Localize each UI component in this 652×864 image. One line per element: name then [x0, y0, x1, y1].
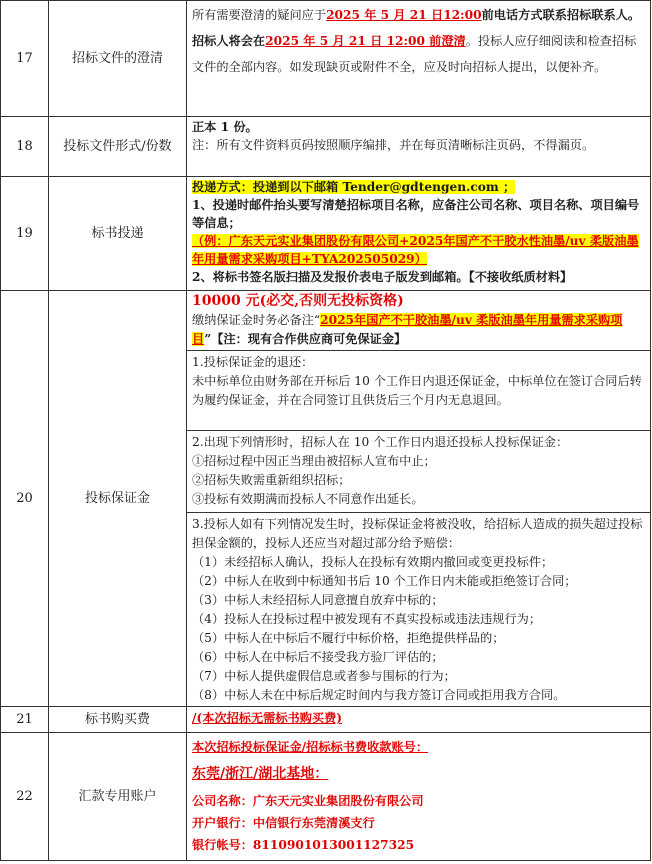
row-content-fee [187, 707, 651, 733]
section-title: 2.出现下列情形时，招标人在 10 个工作日内退还投标人投标保证金： [192, 435, 569, 449]
table-row-19 [1, 177, 651, 291]
account-number: 银行帐号：8110901013001127325 [192, 838, 415, 852]
deposit-remark-project: 2025年国产不干胶油墨/uv 柔版油墨年用量需求采购项目 [192, 313, 623, 346]
row-label: 投标保证金 [49, 291, 187, 707]
account-heading: 本次招标投标保证金/招标标书费收款账号： [192, 740, 429, 754]
row-label: 标书投递 [49, 177, 187, 291]
table-row-21 [1, 707, 651, 733]
row-content-submission [187, 177, 651, 291]
table-row-17 [1, 1, 651, 117]
list-item: （2）中标人在收到中标通知书后 10 个工作日内未能或拒绝签订合同； [192, 574, 577, 588]
submission-rule-2: 2、将标书签名版扫描及发报价表电子版发到邮箱。【不接收纸质材料】 [192, 270, 573, 284]
row-number: 17 [1, 1, 49, 117]
section-title: 1.投标保证金的退还： [192, 355, 314, 369]
submission-example: （例：广东天元实业集团股份有限公司+2025年国产不干胶水性油墨/uv 柔版油墨年用量需求采购项目+TYA202505029） [192, 234, 639, 266]
list-item: （4）投标人在投标过程中被发现有不真实投标或违法违规行为； [192, 612, 542, 626]
clarify-deadline-answer: 2025 年 5 月 21 日 12:00 前澄清 [265, 34, 466, 48]
list-item: （7）中标人提供虚假信息或者参与围标的行为； [192, 669, 456, 683]
list-item: ③投标有效期满而投标人不同意作出延长。 [192, 492, 424, 506]
account-base: 东莞/浙江/湖北基地： [192, 766, 329, 782]
row-content-clarification [187, 1, 651, 117]
list-item: （3）中标人未经招标人同意擅自放弃中标的； [192, 593, 444, 607]
list-item: ②招标失败需重新组织招标； [192, 473, 351, 487]
account-bank: 开户银行：中信银行东莞清溪支行 [192, 816, 375, 830]
row-content-account [187, 733, 651, 861]
submission-email: 投递方式：投递到以下邮箱 Tender@gdtengen.com ； [192, 180, 516, 194]
list-item: （5）中标人在中标后不履行中标价格，拒绝提供样品的； [192, 631, 505, 645]
deposit-remark-note: ”【注：现有合作供应商可免保证金】 [204, 332, 407, 346]
clarify-deadline-question: 2025 年 5 月 21 日12:00 [326, 8, 482, 22]
text-segment: 前电话方式联系招标联系人。招标人将会在 [192, 8, 641, 48]
row-number: 21 [1, 707, 49, 733]
deposit-refund-section [187, 351, 651, 431]
account-company: 公司名称：广东天元实业集团股份有限公司 [192, 794, 424, 808]
text-segment: 所有需要澄清的疑问应于 [192, 8, 327, 22]
deposit-amount: 10000 元(必交,否则无投标资格) [192, 293, 404, 309]
row-label: 投标文件形式/份数 [49, 117, 187, 177]
list-item: ①招标过程中因正当理由被招标人宣布中止； [192, 454, 436, 468]
list-item: （1）未经招标人确认，投标人在投标有效期内撤回或变更投标件； [192, 555, 554, 569]
table-row-20 [1, 291, 651, 351]
section-title: 3.投标人如有下列情况发生时，投标保证金将被没收，给招标人造成的损失超过投标担保金额的，投标人还应当对超过部分给予赔偿： [192, 517, 643, 550]
row-content-format [187, 117, 651, 177]
row-number: 19 [1, 177, 49, 291]
table-row-18 [1, 117, 651, 177]
list-item: （8）中标人未在中标后规定时间内与我方签订合同或拒用我方合同。 [192, 688, 566, 702]
section-body: 未中标单位由财务部在开标后 10 个工作日内退还保证金，中标单位在签订合同后转为履约保证金，并在合同签订且供货后三个月内无息退回。 [192, 374, 642, 407]
table-row-22 [1, 733, 651, 861]
row-number: 18 [1, 117, 49, 177]
row-label: 汇款专用账户 [49, 733, 187, 861]
row-number: 20 [1, 291, 49, 707]
format-note: 注：所有文件资料页码按照顺序编排，并在每页清晰标注页码，不得漏页。 [192, 138, 595, 152]
row-label: 标书购买费 [49, 707, 187, 733]
fee-text: /(本次招标无需标书购买费) [192, 711, 343, 725]
row-number: 22 [1, 733, 49, 861]
list-item: （6）中标人在中标后不接受我方验厂评估的； [192, 650, 444, 664]
text-segment: 。投标人应仔细阅读和检查招标文件的全部内容。如发现缺页或附件不全，应及时向招标人提出，以便补齐。 [192, 34, 637, 74]
copies-text: 正本 1 份。 [192, 120, 258, 134]
row-label: 招标文件的澄清 [49, 1, 187, 117]
deposit-header [187, 291, 651, 351]
submission-rule-1: 1、投递时邮件抬头要写清楚招标项目名称，应备注公司名称、项目名称、项目编号等信息； [192, 198, 640, 230]
deposit-return-section [187, 431, 651, 513]
deposit-forfeit-section [187, 513, 651, 707]
text-segment: 缴纳保证金时务必备注“ [192, 313, 321, 327]
